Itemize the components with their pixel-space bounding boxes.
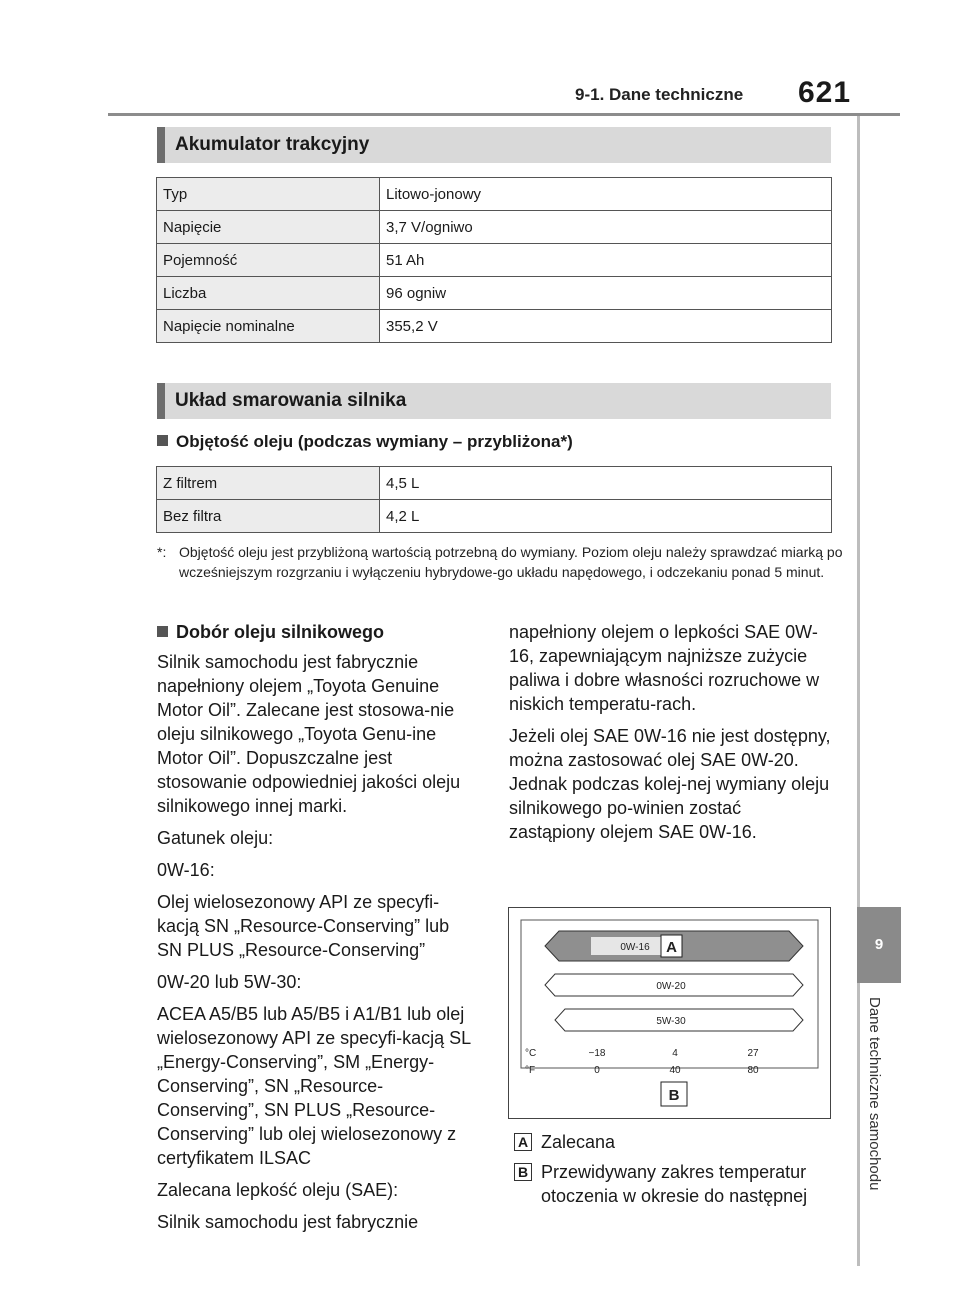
- chapter-tab[interactable]: 9: [857, 907, 901, 983]
- tick-fahrenheit-1: 40: [669, 1065, 681, 1076]
- section-title: 9-1. Dane techniczne: [575, 85, 744, 104]
- bar-label-5W-30: 5W-30: [656, 1016, 686, 1027]
- battery-heading: Akumulator trakcyjny: [157, 127, 831, 163]
- legend-text-B: Przewidywany zakres temperatur otoczenia w okresie do następnej: [541, 1162, 808, 1206]
- bar-label-0W-20: 0W-20: [656, 981, 686, 992]
- paragraph: Silnik samochodu jest fabrycznie napełniony olejem „Toyota Genuine Motor Oil”. Zalecane jest stosowa-nie oleju silnikowego „Toyota Genu-ine Motor Oil”. Dopuszczalne jest stosowanie odpowiedniej jakości oleju silnikowego innej marki.: [157, 652, 461, 816]
- tick-celsius-0: −18: [588, 1048, 606, 1059]
- lubrication-heading: Układ smarowania silnika: [157, 383, 831, 419]
- oil-capacity-heading: [157, 432, 573, 452]
- row-value: 51 Ah: [380, 244, 832, 277]
- tick-fahrenheit-0: 0: [594, 1065, 600, 1076]
- paragraph: Jeżeli olej SAE 0W-16 nie jest dostępny, można zastosować olej SAE 0W-20. Jednak podczas kolej-nej wymiany oleju silnikowego po-winien zostać zastąpiony olejem SAE 0W-16.: [509, 726, 831, 842]
- row-key: Liczba: [157, 277, 380, 310]
- left-column: [157, 620, 477, 1242]
- paragraph: Gatunek oleju:: [157, 828, 274, 848]
- tick-fahrenheit-2: 80: [747, 1065, 759, 1076]
- row-value: 96 ogniw: [380, 277, 832, 310]
- row-key: Napięcie: [157, 211, 380, 244]
- row-key: Z filtrem: [157, 467, 380, 500]
- oil-selection-heading-text: Dobór oleju silnikowego: [176, 622, 385, 642]
- square-bullet-icon: [157, 626, 168, 637]
- paragraph: Zalecana lepkość oleju (SAE):: [157, 1180, 399, 1200]
- legend-letter-A: A: [514, 1133, 532, 1151]
- axis-unit-fahrenheit: °F: [525, 1065, 536, 1076]
- paragraph: 0W-16:: [157, 860, 215, 880]
- viscosity-chart: [508, 907, 831, 1119]
- paragraph: napełniony olejem o lepkości SAE 0W-16, zapewniającym najniższe zużycie paliwa i dobre własności rozruchowe w niskich temperatu-rach.: [509, 622, 820, 714]
- chapter-label: Dane techniczne samochodu: [866, 997, 883, 1191]
- marker-A: A: [666, 939, 677, 956]
- row-value: 3,7 V/ogniwo: [380, 211, 832, 244]
- legend-letter-B: B: [514, 1163, 532, 1181]
- table-row: [157, 310, 832, 343]
- table-row: [157, 178, 832, 211]
- row-value: Litowo-jonowy: [380, 178, 832, 211]
- paragraph: Olej wielosezonowy API ze specyfi-kacją SN „Resource-Conserving” lub SN PLUS „Resource-Conserving”: [157, 892, 450, 960]
- paragraph: 0W-20 lub 5W-30:: [157, 972, 302, 992]
- header-divider: [108, 113, 900, 116]
- row-key: Bez filtra: [157, 500, 380, 533]
- footnote-text: Objętość oleju jest przybliżoną wartością potrzebną do wymiany. Poziom oleju należy sprawdzać miarką po wcześniejszym rozgrzaniu i wyłączeniu hybrydowe-go układu napędowego, i odczekaniu ponad 5 minut.: [179, 544, 843, 580]
- footnote-mark: *:: [157, 544, 167, 560]
- table-row: [157, 277, 832, 310]
- paragraph: ACEA A5/B5 lub A5/B5 i A1/B1 lub olej wielosezonowy API ze specyfi-kacją SL „Energy-Conserving”, SM „Energy-Conserving”, SN „Resource-Conserving”, SN PLUS „Resource-Conserving” lub olej wielosezonowy z certyfikatem ILSAC: [157, 1004, 471, 1168]
- bar-label-0W-16: 0W-16: [620, 942, 650, 953]
- oil-capacity-heading-text: Objętość oleju (podczas wymiany – przybliżona*): [176, 432, 573, 451]
- marker-B: B: [668, 1087, 680, 1104]
- page-number: 621: [798, 76, 852, 109]
- right-column: [509, 620, 831, 852]
- oil-capacity-table: [156, 466, 832, 533]
- square-bullet-icon: [157, 435, 168, 446]
- axis-unit-celsius: °C: [525, 1048, 537, 1059]
- side-divider: [857, 116, 860, 1266]
- row-key: Napięcie nominalne: [157, 310, 380, 343]
- row-key: Typ: [157, 178, 380, 211]
- table-row: [157, 467, 832, 500]
- legend-text-A: Zalecana: [541, 1132, 616, 1152]
- table-row: [157, 211, 832, 244]
- oil-selection-heading: [157, 620, 477, 644]
- viscosity-chart-svg: [509, 908, 830, 1118]
- tick-celsius-1: 4: [672, 1048, 678, 1059]
- row-value: 4,5 L: [380, 467, 832, 500]
- tick-celsius-2: 27: [747, 1048, 759, 1059]
- table-row: [157, 500, 832, 533]
- battery-table: [156, 177, 832, 343]
- table-row: [157, 244, 832, 277]
- footnote: [157, 542, 847, 582]
- row-value: 4,2 L: [380, 500, 832, 533]
- paragraph: Silnik samochodu jest fabrycznie: [157, 1212, 419, 1232]
- row-key: Pojemność: [157, 244, 380, 277]
- row-value: 355,2 V: [380, 310, 832, 343]
